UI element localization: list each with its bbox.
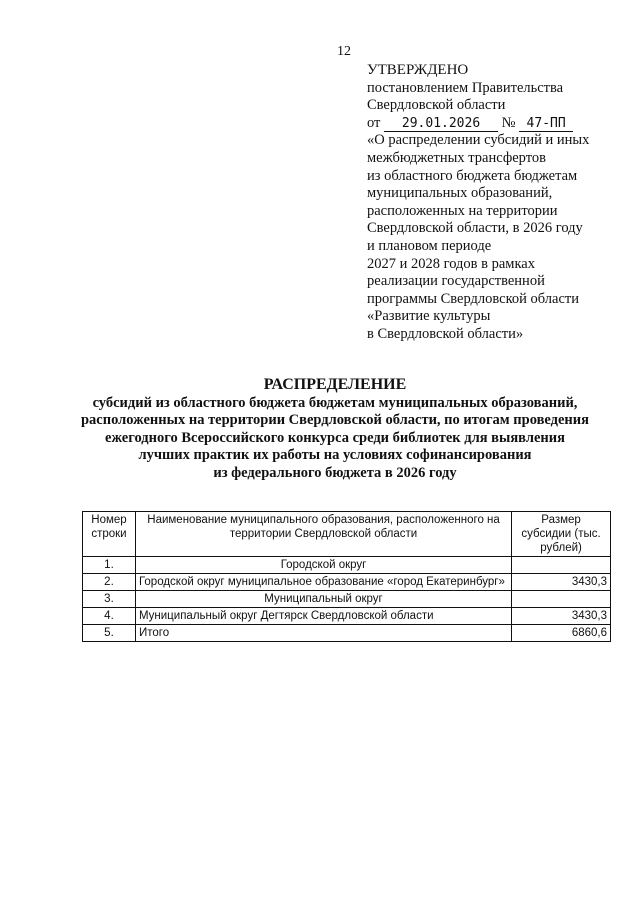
subject-line: межбюджетных трансфертов [367,149,546,166]
heading-line: ежегодного Всероссийского конкурса среди библиотек для выявления [105,429,565,446]
subject-line: из областного бюджета бюджетам [367,167,578,184]
heading-line: лучших практик их работы на условиях софинансирования [138,447,532,464]
heading-line: расположенных на территории Свердловской области, по итогам проведения [80,412,589,429]
approval-number: 47-ПП [519,117,573,132]
document-heading [40,375,630,482]
approval-line: постановлением Правительства [367,79,564,96]
subject-line: программы Свердловской области [367,290,580,307]
row-num: 2. [83,574,136,591]
subject-line: реализации государственной [367,273,545,290]
row-sum [512,557,611,574]
number-prefix: № [501,114,516,131]
heading-title: РАСПРЕДЕЛЕНИЕ [263,376,407,393]
subject-line: и плановом периоде [367,237,492,254]
table-row [83,591,611,608]
row-num: 5. [83,625,136,642]
header-name: Наименование муниципального образования, расположенного на территории Свердловской области [135,512,511,557]
table-row [83,608,611,625]
page-number: 12 [337,44,351,59]
approval-title: УТВЕРЖДЕНО [367,62,469,78]
heading-line: субсидий из областного бюджета бюджетам муниципальных образований, [92,395,578,411]
subject-line: «Развитие культуры [367,308,491,325]
date-prefix: от [367,114,381,131]
subject-line: 2027 и 2028 годов в рамках [367,255,535,272]
row-sum: 3430,3 [512,574,611,591]
row-sum: 3430,3 [512,608,611,625]
table-row [83,574,611,591]
heading-line: из федерального бюджета в 2026 году [213,464,457,481]
row-name: Городской округ [135,557,511,574]
table-row [83,625,611,642]
subject-line: Свердловской области, в 2026 году [367,220,583,237]
approval-block [367,62,632,344]
table-row [83,557,611,574]
row-sum [512,591,611,608]
approval-line: Свердловской области [367,97,506,114]
table-header-row [83,512,611,557]
subject-line: муниципальных образований, [367,185,553,202]
subject-line: «О распределении субсидий и иных [367,132,590,149]
distribution-table [82,511,611,642]
row-name: Муниципальный округ Дегтярск Свердловской области [135,608,511,625]
row-sum: 6860,6 [512,625,611,642]
approval-date: 29.01.2026 [384,117,498,132]
header-sum: Размер субсидии (тыс. рублей) [512,512,611,557]
row-name: Итого [135,625,511,642]
subject-line: в Свердловской области» [367,325,524,342]
row-num: 4. [83,608,136,625]
row-num: 3. [83,591,136,608]
approval-date-line [367,115,632,133]
header-num: Номер строки [83,512,136,557]
row-name: Муниципальный округ [135,591,511,608]
row-name: Городской округ муниципальное образование «город Екатеринбург» [135,574,511,591]
row-num: 1. [83,557,136,574]
subject-line: расположенных на территории [367,202,558,219]
